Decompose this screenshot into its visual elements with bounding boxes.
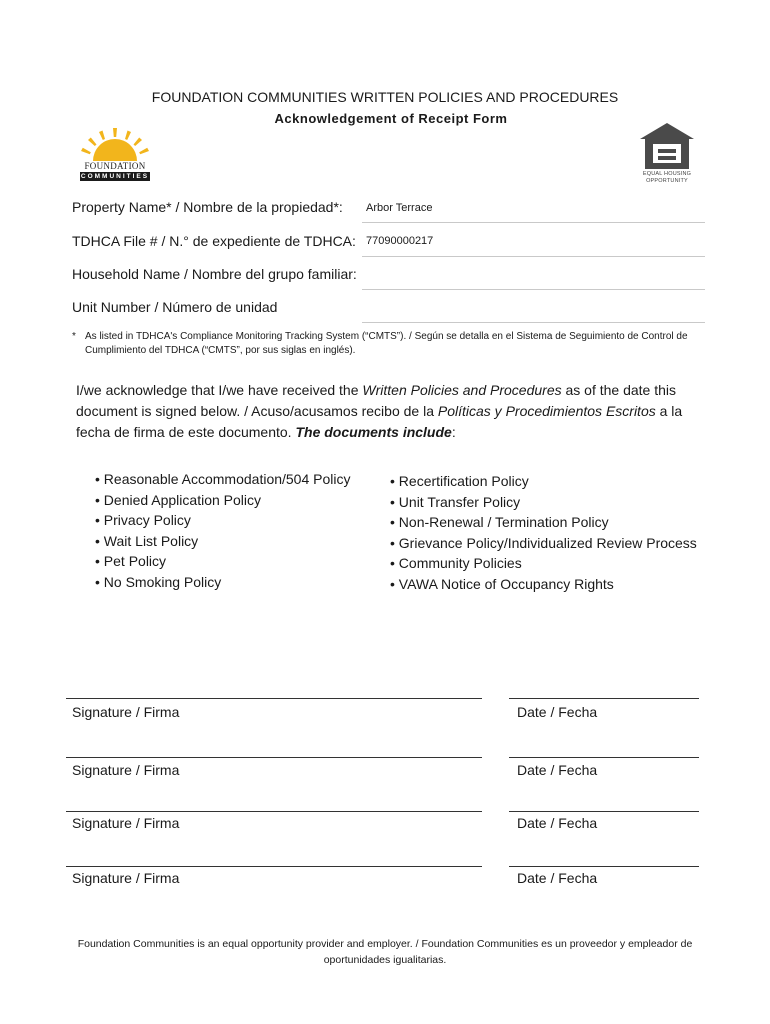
list-item: • Wait List Policy bbox=[95, 532, 199, 549]
sun-icon bbox=[78, 128, 152, 162]
unit-number-label: Unit Number / Número de unidad bbox=[72, 299, 278, 315]
list-item: • Pet Policy bbox=[95, 553, 167, 570]
list-item: • Community Policies bbox=[390, 555, 522, 572]
policy-list-right bbox=[390, 471, 697, 595]
list-item: • No Smoking Policy bbox=[95, 573, 222, 590]
date-line-4[interactable] bbox=[509, 866, 699, 867]
equal-housing-house-icon bbox=[638, 121, 696, 171]
unit-number-line bbox=[362, 322, 705, 323]
date-label-1: Date / Fecha bbox=[517, 704, 598, 720]
signature-label-2: Signature / Firma bbox=[72, 762, 180, 778]
footnote-text: As listed in TDHCA's Compliance Monitoring Tracking System (“CMTS”). / Según se detalla en el Sistema de Seguimiento de Control de Cumplimiento del TDHCA (“CMTS”, por sus siglas en inglés). bbox=[85, 331, 688, 356]
list-item: • Denied Application Policy bbox=[95, 491, 261, 508]
list-item: • Non-Renewal / Termination Policy bbox=[390, 514, 609, 531]
date-line-3[interactable] bbox=[509, 811, 699, 812]
list-item: • Reasonable Accommodation/504 Policy bbox=[95, 471, 351, 487]
household-name-line bbox=[362, 289, 705, 290]
footnote bbox=[72, 330, 692, 358]
footer-disclaimer: Foundation Communities is an equal opportunity provider and employer. / Foundation Communities es un proveedor y empleador de oportunidades igualitarias. bbox=[77, 938, 693, 966]
document-subtitle: Acknowledgement of Receipt Form bbox=[274, 111, 508, 126]
list-item: • VAWA Notice of Occupancy Rights bbox=[390, 575, 614, 592]
tdhca-file-line bbox=[362, 256, 705, 257]
tdhca-file-value[interactable]: 77090000217 bbox=[366, 235, 434, 247]
list-item: • Unit Transfer Policy bbox=[390, 493, 521, 510]
property-name-value[interactable]: Arbor Terrace bbox=[366, 202, 433, 214]
date-label-4: Date / Fecha bbox=[517, 870, 598, 886]
signature-label-3: Signature / Firma bbox=[72, 815, 180, 831]
foundation-communities-logo bbox=[78, 128, 152, 184]
date-line-2[interactable] bbox=[509, 757, 699, 758]
signature-line-3[interactable] bbox=[66, 811, 482, 812]
date-label-3: Date / Fecha bbox=[517, 815, 598, 831]
signature-line-4[interactable] bbox=[66, 866, 482, 867]
list-item: • Privacy Policy bbox=[95, 512, 191, 529]
equal-housing-opportunity-logo bbox=[638, 121, 696, 187]
date-line-1[interactable] bbox=[509, 698, 699, 699]
household-name-label: Household Name / Nombre del grupo familiar: bbox=[72, 266, 357, 282]
date-label-2: Date / Fecha bbox=[517, 762, 598, 778]
list-item: • Recertification Policy bbox=[390, 473, 529, 489]
footnote-marker: * bbox=[72, 331, 76, 342]
policy-list-left bbox=[95, 469, 351, 593]
property-name-label: Property Name* / Nombre de la propiedad*: bbox=[72, 199, 343, 215]
signature-label-4: Signature / Firma bbox=[72, 870, 180, 886]
signature-line-2[interactable] bbox=[66, 757, 482, 758]
signature-label-1: Signature / Firma bbox=[72, 704, 180, 720]
list-item: • Grievance Policy/Individualized Review Process bbox=[390, 534, 697, 551]
logo-wordmark-bar: COMMUNITIES bbox=[80, 173, 150, 180]
tdhca-file-label: TDHCA File # / N.° de expediente de TDHCA: bbox=[72, 233, 356, 249]
equal-housing-caption: EQUAL HOUSING OPPORTUNITY bbox=[642, 171, 692, 184]
document-title: FOUNDATION COMMUNITIES WRITTEN POLICIES AND PROCEDURES bbox=[151, 89, 619, 105]
logo-wordmark: FOUNDATION bbox=[84, 161, 146, 171]
property-name-line bbox=[362, 222, 705, 223]
acknowledgement-paragraph: I/we acknowledge that I/we have received the Written Policies and Procedures as of the date this document is signed below. / Acuso/acusamos recibo de la Políticas y Procedimientos Escritos a la fecha de firma de este documento. The documents include: bbox=[76, 382, 683, 440]
signature-line-1[interactable] bbox=[66, 698, 482, 699]
